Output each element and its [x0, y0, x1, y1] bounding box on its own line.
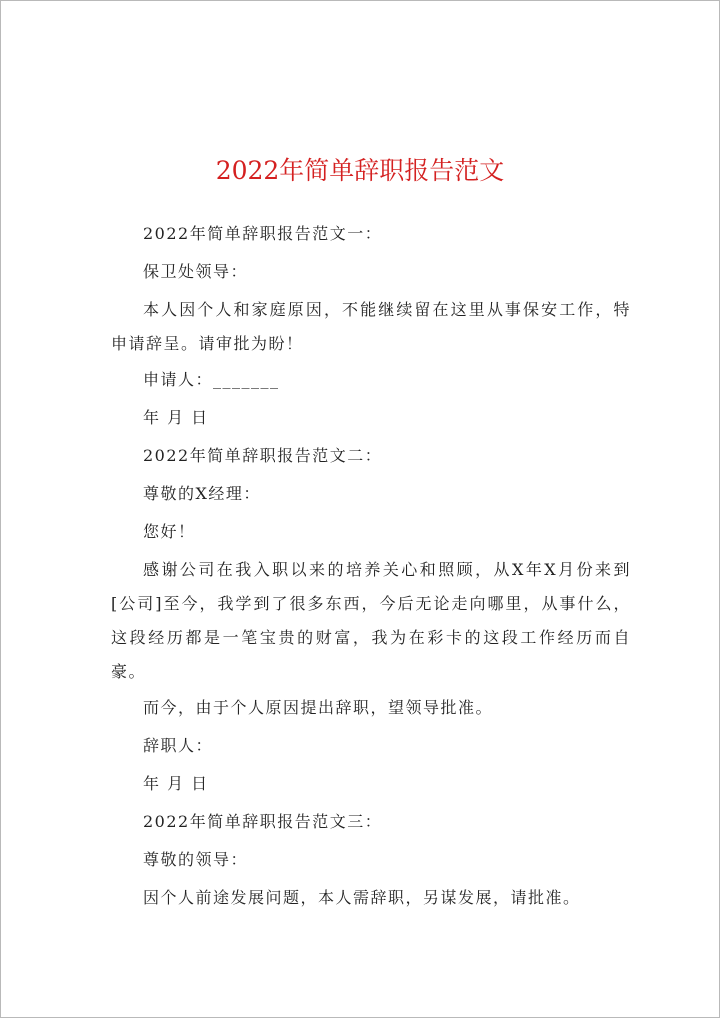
document-body	[111, 219, 631, 921]
paragraph-body-1: 本人因个人和家庭原因，不能继续留在这里从事保安工作，特申请辞呈。请审批为盼！	[111, 300, 631, 353]
paragraph-sample-2-heading: 2022年简单辞职报告范文二：	[143, 446, 383, 465]
paragraph-date-2: 年 月 日	[143, 774, 209, 793]
paragraph-sample-1-heading: 2022年简单辞职报告范文一：	[143, 224, 383, 243]
paragraph-salutation-2: 尊敬的X经理：	[143, 484, 261, 503]
paragraph-sample-3-heading: 2022年简单辞职报告范文三：	[143, 812, 383, 831]
paragraph-body-2: 感谢公司在我入职以来的培养关心和照顾，从X年X月份来到[公司]至今，我学到了很多东西，今后无论走向哪里，从事什么，这段经历都是一笔宝贵的财富，我为在彩卡的这段工作经历而自豪。	[111, 560, 631, 681]
paragraph-date-1: 年 月 日	[143, 408, 209, 427]
paragraph-greeting: 您好！	[143, 522, 196, 541]
paragraph-body-3: 因个人前途发展问题，本人需辞职，另谋发展，请批准。	[143, 888, 581, 907]
paragraph-resigner-line: 辞职人：	[143, 736, 214, 755]
paragraph-salutation-1: 保卫处领导：	[143, 262, 249, 281]
paragraph-body-2-request: 而今，由于个人原因提出辞职，望领导批准。	[143, 698, 494, 717]
paragraph-applicant-line: 申请人：_______	[143, 370, 280, 389]
paragraph-salutation-3: 尊敬的领导：	[143, 850, 249, 869]
document-title: 2022年简单辞职报告范文	[215, 156, 505, 185]
